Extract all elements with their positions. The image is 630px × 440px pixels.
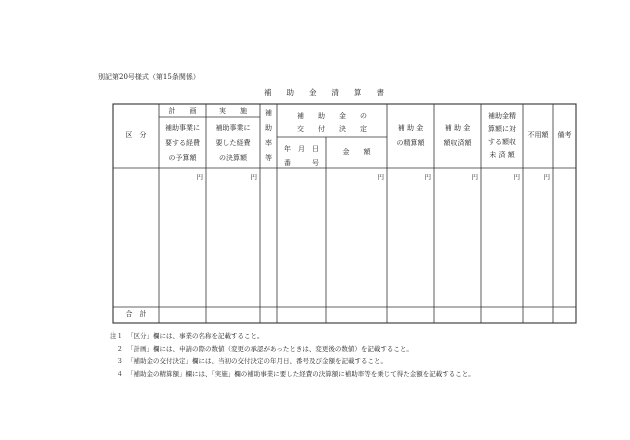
header-jisshi: 実 施 — [219, 107, 247, 115]
header-kingaku: 金 額 — [342, 148, 371, 156]
header-seisan: 補 助 金 の精算額 — [396, 124, 425, 147]
header-fuyo: 不用額 — [527, 131, 549, 139]
note-2: ２ 「計画」欄には、申請の際の数値（変更の承認があったときは、変更後の数値）を記載すること。 — [116, 345, 413, 353]
yen-mark-keikaku: 円 — [196, 173, 203, 181]
total-label: 合 計 — [125, 310, 147, 318]
header-mishu: 補助金精 算額に対 する額収 未 済 額 — [488, 112, 516, 159]
header-kubun: 区 分 — [125, 131, 147, 139]
header-keikaku-sub: 補助事業に 要する経費 の予算額 — [165, 124, 200, 162]
form-number-label: 別記第20号様式（第15条関係） — [98, 73, 200, 81]
header-shunyu: 補 助 金 額収済額 — [443, 124, 472, 147]
header-biko: 備考 — [557, 131, 572, 139]
yen-mark-mishu: 円 — [513, 173, 520, 181]
yen-mark-seisan: 円 — [424, 173, 431, 181]
header-kofu-kettei: 補 助 金 の 交 付 決 定 — [297, 112, 367, 133]
yen-mark-fuyo: 円 — [543, 173, 550, 181]
note-1: 注１ 「区分」欄には、事業の名称を記載すること。 — [110, 332, 264, 340]
document-title: 補助金清算書 — [264, 88, 399, 97]
note-4: ４ 「補助金の精算額」欄には、「実施」欄の補助事業に要した経費の決算額に補助率等を乗じて得た金額を記載すること。 — [116, 370, 475, 378]
header-nengappi-bango: 年 月 日 番 号 — [284, 145, 319, 167]
note-3: ３ 「補助金の交付決定」欄には、当初の交付決定の年月日、番号及び金額を記載すること。 — [116, 357, 387, 365]
yen-mark-shunyu: 円 — [471, 173, 478, 181]
yen-mark-jisshi: 円 — [250, 173, 257, 181]
yen-mark-kingaku: 円 — [377, 173, 384, 181]
header-jisshi-sub: 補助事業に 要した経費 の決算額 — [215, 124, 251, 162]
header-keikaku: 計 画 — [168, 107, 197, 115]
header-hojoritsu: 補 助 率 等 — [265, 109, 272, 162]
